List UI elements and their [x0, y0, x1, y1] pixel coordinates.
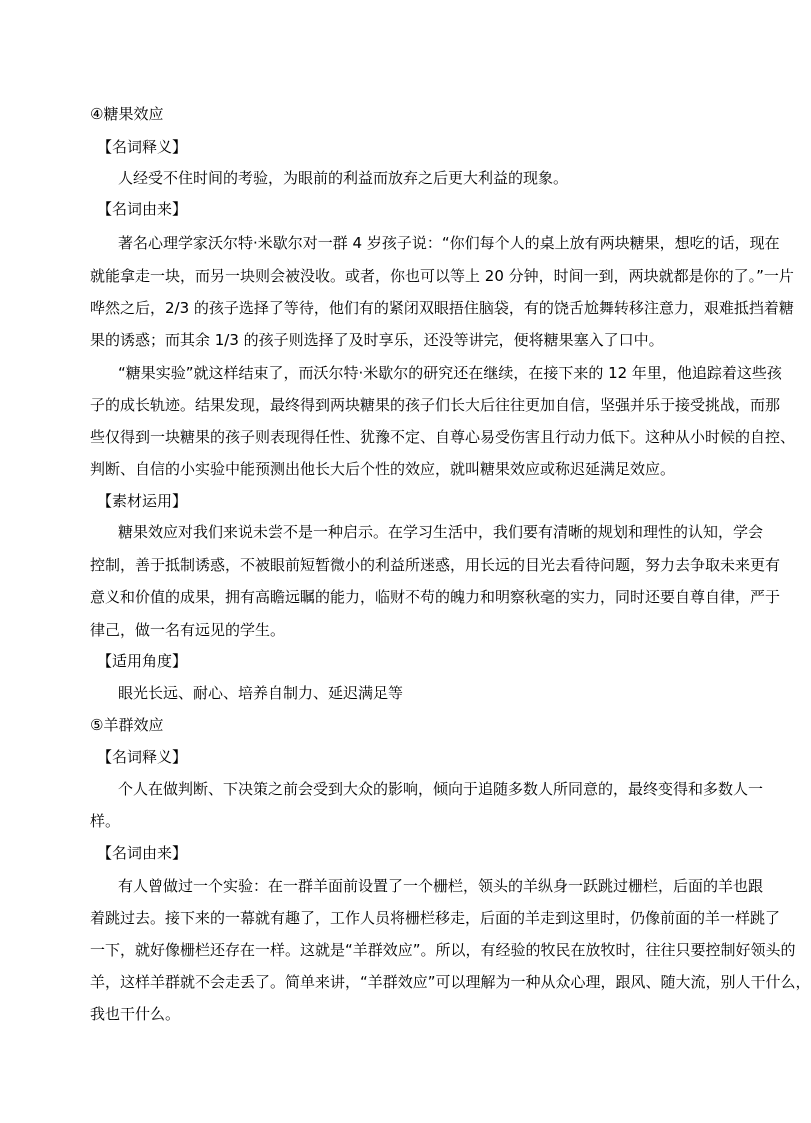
origin-paragraph-line: “糖果实验”就这样结束了，而沃尔特·米歇尔的研究还在继续，在接下来的 12 年里，他追踪着这些孩 [118, 364, 782, 382]
origin-paragraph-line: 我也干什么。 [90, 1005, 181, 1023]
section-heading-herd-effect: ⑤羊群效应 [90, 716, 164, 734]
origin-paragraph-line: 判断、自信的小实验中能预测出他长大后个性的效应，就叫糖果效应或称迟延满足效应。 [90, 460, 676, 478]
definition-text: 样。 [90, 812, 121, 830]
label-origin: 【名词由来】 [97, 200, 188, 218]
origin-paragraph-line: 哗然之后，2/3 的孩子选择了等待，他们有的紧闭双眼捂住脑袋，有的饶舌尬舞转移注意力，艰难抵挡着糖 [90, 299, 794, 317]
usage-paragraph-line: 律己，做一名有远见的学生。 [90, 621, 286, 639]
definition-text: 个人在做判断、下决策之前会受到大众的影响，倾向于追随多数人所同意的，最终变得和多数人一 [118, 780, 764, 798]
label-angle: 【适用角度】 [97, 652, 188, 670]
angle-text: 眼光长远、耐心、培养自制力、延迟满足等 [118, 684, 404, 702]
origin-paragraph-line: 羊，这样羊群就不会走丢了。简单来讲，“羊群效应”可以理解为一种从众心理，跟风、随大流，别人干什么， [90, 973, 811, 991]
label-origin: 【名词由来】 [97, 844, 188, 862]
origin-paragraph-line: 有人曾做过一个实验：在一群羊面前设置了一个栅栏，领头的羊纵身一跃跳过栅栏，后面的羊也跟 [118, 877, 764, 895]
usage-paragraph-line: 糖果效应对我们来说未尝不是一种启示。在学习生活中，我们要有清晰的规划和理性的认知，学会 [118, 523, 764, 541]
definition-text: 人经受不住时间的考验，为眼前的利益而放弃之后更大利益的现象。 [118, 169, 569, 187]
label-usage: 【素材运用】 [97, 492, 188, 510]
origin-paragraph-line: 些仅得到一块糖果的孩子则表现得任性、犹豫不定、自尊心易受伤害且行动力低下。这种从小时候的自控、 [90, 428, 796, 446]
label-definition: 【名词释义】 [97, 138, 188, 156]
origin-paragraph-line: 一下，就好像栅栏还存在一样。这就是“羊群效应”。所以，有经验的牧民在放牧时，往往只要控制好领头的 [90, 941, 796, 959]
origin-paragraph-line: 果的诱惑；而其余 1/3 的孩子则选择了及时享乐，还没等讲完，便将糖果塞入了口中。 [90, 331, 664, 349]
usage-paragraph-line: 控制，善于抵制诱惑，不被眼前短暂微小的利益所迷惑，用长远的目光去看待问题，努力去争取未来更有 [90, 556, 781, 574]
origin-paragraph-line: 就能拿走一块，而另一块则会被没收。或者，你也可以等上 20 分钟，时间一到，两块就都是你的了。”一片 [90, 267, 794, 285]
label-definition: 【名词释义】 [97, 748, 188, 766]
origin-paragraph-line: 著名心理学家沃尔特·米歇尔对一群 4 岁孩子说：“你们每个人的桌上放有两块糖果，想吃的话，现在 [118, 234, 780, 252]
origin-paragraph-line: 着跳过去。接下来的一幕就有趣了，工作人员将栅栏移走，后面的羊走到这里时，仍像前面的羊一样跳了 [90, 909, 781, 927]
origin-paragraph-line: 子的成长轨迹。结果发现，最终得到两块糖果的孩子们长大后往往更加自信，坚强并乐于接受挑战，而那 [90, 396, 781, 414]
section-heading-candy-effect: ④糖果效应 [90, 105, 164, 123]
usage-paragraph-line: 意义和价值的成果，拥有高瞻远瞩的能力，临财不苟的魄力和明察秋毫的实力，同时还要自尊自律，严于 [90, 588, 781, 606]
